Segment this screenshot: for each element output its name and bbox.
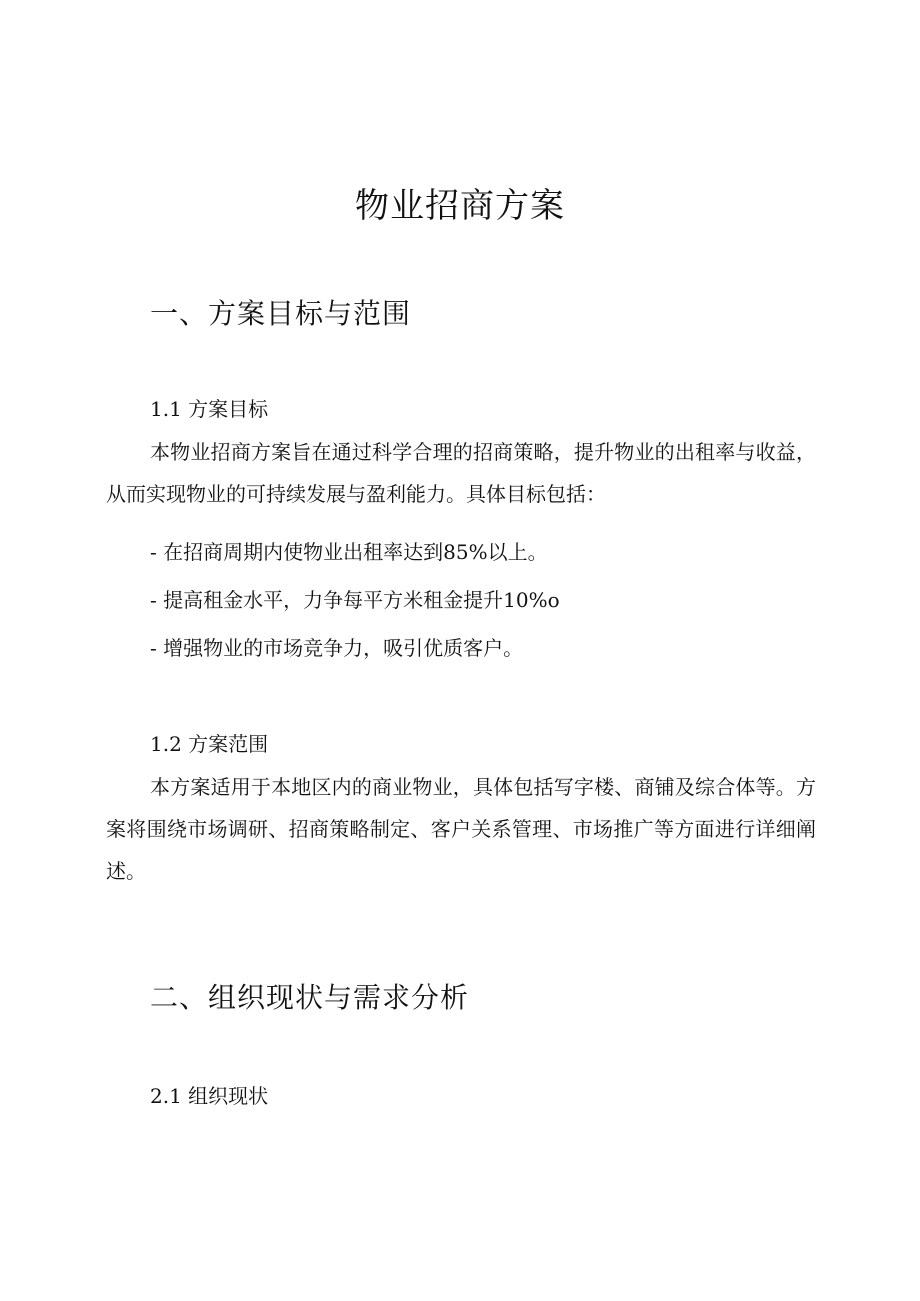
subsection-heading-2-1: 2.1 组织现状 [150,1084,269,1108]
bullet-occupancy: - 在招商周期内使物业出租率达到85%以上。 [150,540,548,564]
document-title: 物业招商方案 [355,186,565,226]
bullet-rent: - 提高租金水平，力争每平方米租金提升10%o [150,588,560,612]
section-heading-1: 一、方案目标与范围 [150,297,412,330]
paragraph-scope: 本方案适用于本地区内的商业物业，具体包括写字楼、商铺及综合体等。方案将围绕市场调研、招商策略制定、客户关系管理、市场推广等方面进行详细阐述。 [106,775,816,883]
subsection-heading-1-1: 1.1 方案目标 [150,397,269,421]
paragraph-goals: 本物业招商方案旨在通过科学合理的招商策略，提升物业的出租率与收益，从而实现物业的可持续发展与盈利能力。具体目标包括： [106,440,816,506]
section-heading-2: 二、组织现状与需求分析 [150,981,470,1014]
subsection-heading-1-2: 1.2 方案范围 [150,732,269,756]
bullet-competitiveness: - 增强物业的市场竞争力，吸引优质客户。 [150,636,524,660]
